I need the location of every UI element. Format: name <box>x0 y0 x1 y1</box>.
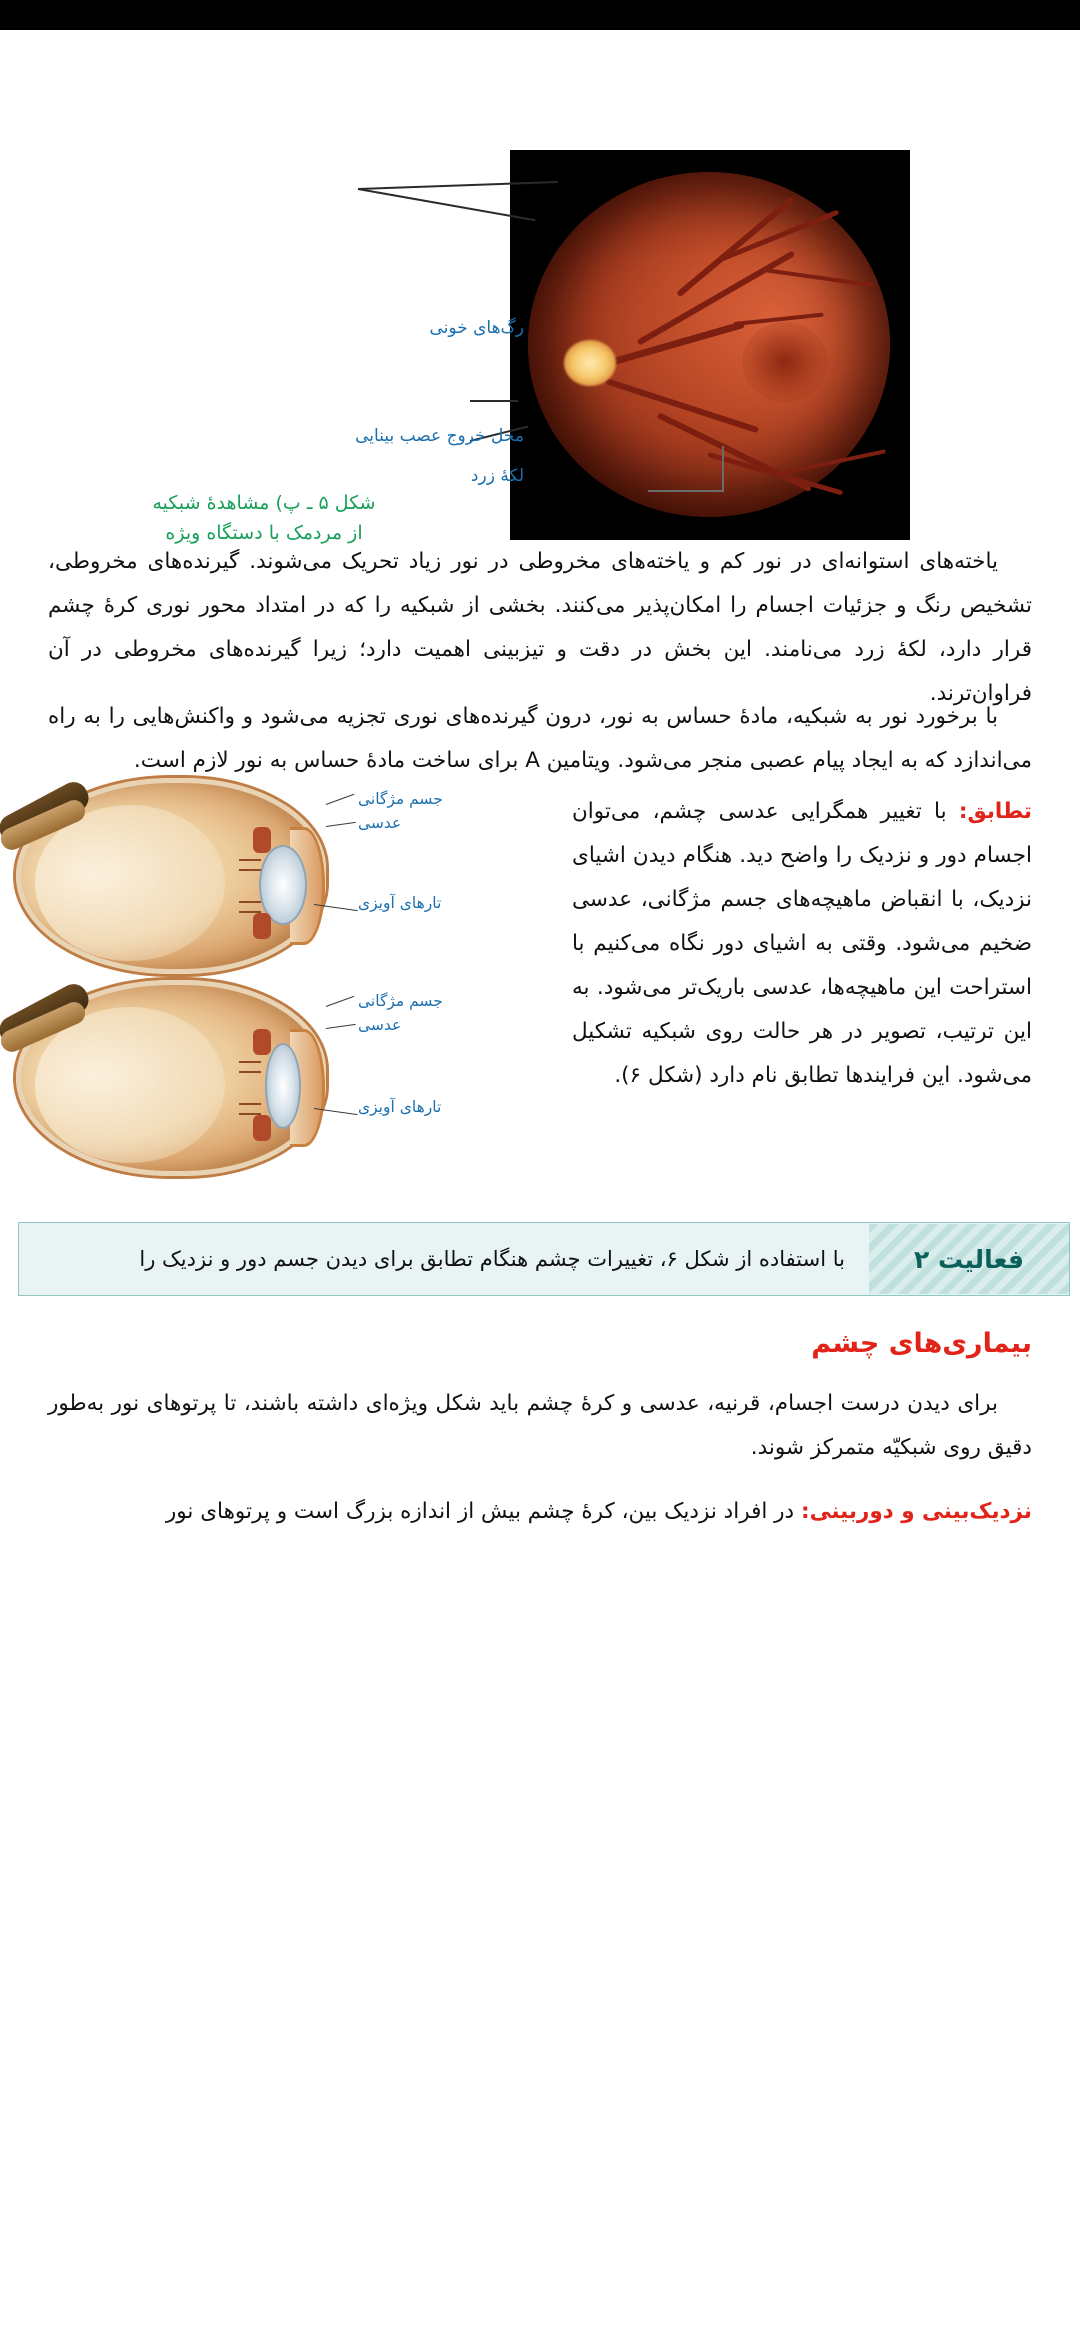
macula-pointer-horizontal <box>648 490 724 492</box>
leader-lens-top <box>326 822 356 827</box>
suspensory-fiber <box>239 1113 261 1115</box>
label-optic-nerve: محل خروج عصب بینایی <box>355 426 524 446</box>
paragraph-myopia-hyperopia-text: در افراد نزدیک بین، کرهٔ چشم بیش از اندازه بزرگ است و پرتوهای نور <box>165 1499 795 1524</box>
retina-photograph <box>510 150 910 540</box>
blood-vessel <box>717 209 839 262</box>
activity-text: با استفاده از شکل ۶، تغییرات چشم هنگام تطابق برای دیدن جسم دور و نزدیک را <box>139 1247 845 1271</box>
lens-thin <box>265 1043 301 1129</box>
leader-lens-bottom <box>326 1024 356 1029</box>
suspensory-fiber <box>239 901 261 903</box>
ciliary-body-upper <box>253 1029 271 1055</box>
term-accommodation: تطابق: <box>958 799 1032 824</box>
paragraph-diseases-intro-text: برای دیدن درست اجسام، قرنیه، عدسی و کرهٔ چشم باید شکل ویژه‌ای داشته باشند، تا پرتوهای نور به‌طور دقیق روی شبکیّه متمرکز شوند. <box>48 1391 1032 1461</box>
paragraph-accommodation-text: با تغییر همگرایی عدسی چشم، می‌توان اجسام دور و نزدیک را واضح دید. هنگام دیدن اشیای نزدیک، با انقباض ماهیچه‌های جسم مژگانی، عدسی ضخیم می‌شود. وقتی به اشیای دور نگاه می‌کنیم با استراحت این ماهیچه‌ها، عدسی باریک‌تر می‌شود. به این ترتیب، تصویر در هر حالت روی شبکیه تشکیل می‌شود. این فرایندها تطابق نام دارد (شکل ۶). <box>572 799 1032 1089</box>
label-ciliary-body-bottom: جسم مژگانی <box>358 992 443 1010</box>
suspensory-fiber <box>239 869 261 871</box>
label-blood-vessels: رگ‌های خونی <box>429 318 524 338</box>
vitreous-body <box>35 805 225 961</box>
label-lens-top: عدسی <box>358 814 402 832</box>
section-heading-eye-diseases: بیماری‌های چشم <box>811 1328 1032 1359</box>
label-suspensory-top: تارهای آویزی <box>358 894 442 912</box>
blood-vessel <box>707 452 843 495</box>
eye-diagram-near <box>14 770 454 970</box>
blood-vessel <box>764 268 873 287</box>
leader-line-optic-nerve <box>470 400 518 402</box>
label-macula: لکهٔ زرد <box>470 466 524 486</box>
ciliary-body-lower <box>253 1115 271 1141</box>
macula-region <box>742 322 828 402</box>
eye-diagram-far <box>14 972 454 1172</box>
macula-pointer-vertical <box>722 446 724 492</box>
paragraph-photoreceptors <box>48 540 1032 716</box>
ciliary-body-upper <box>253 827 271 853</box>
suspensory-fiber <box>239 1061 261 1063</box>
blood-vessel <box>778 449 886 476</box>
vitreous-body <box>35 1007 225 1163</box>
figure-retina <box>0 150 1080 545</box>
blood-vessel <box>599 321 745 369</box>
paragraph-diseases-intro <box>48 1382 1032 1470</box>
leader-line-vessels <box>358 188 536 221</box>
label-suspensory-bottom: تارهای آویزی <box>358 1098 442 1116</box>
label-lens-bottom: عدسی <box>358 1016 402 1034</box>
figure-caption: شکل ۵ ـ پ) مشاهدهٔ شبکیه از مردمک با دستگاه ویژه <box>152 492 376 545</box>
paragraph-myopia-hyperopia <box>48 1490 1032 1534</box>
page-content <box>0 30 1080 2340</box>
activity-banner <box>18 1222 1070 1296</box>
suspensory-fiber <box>239 1103 261 1105</box>
status-bar <box>0 0 1080 30</box>
paragraph-photoreceptors-text: یاخته‌های استوانه‌ای در نور کم و یاخته‌های مخروطی در نور زیاد تحریک می‌شوند. گیرنده‌های مخروطی، تشخیص رنگ و جزئیات اجسام را امکان‌پذیر می‌کنند. بخشی از شبکیه را که در امتداد محور نوری کرهٔ چشم قرار دارد، لکهٔ زرد می‌نامند. این بخش در دقت و تیزبینی اهمیت دارد؛ زیرا گیرنده‌های مخروطی در آن فراوان‌ترند. <box>48 549 1032 707</box>
leader-ciliary-bottom <box>326 996 355 1007</box>
term-myopia-hyperopia: نزدیک‌بینی و دوربینی: <box>800 1499 1032 1524</box>
suspensory-fiber <box>239 1071 261 1073</box>
paragraph-accommodation <box>572 790 1032 1098</box>
suspensory-fiber <box>239 911 261 913</box>
label-ciliary-body-top: جسم مژگانی <box>358 790 443 808</box>
retina-disc <box>528 172 890 517</box>
ciliary-body-lower <box>253 913 271 939</box>
leader-ciliary-top <box>326 794 355 805</box>
suspensory-fiber <box>239 859 261 861</box>
optic-disc <box>564 340 616 386</box>
activity-badge: فعالیت ۲ <box>869 1224 1069 1294</box>
paragraph-light-reaction-text: با برخورد نور به شبکیه، مادهٔ حساس به نور، درون گیرنده‌های نوری تجزیه می‌شود و واکنش‌هایی را به راه می‌اندازد که به ایجاد پیام عصبی منجر می‌شود. ویتامین A برای ساخت مادهٔ حساس به نور لازم است. <box>48 704 1032 774</box>
